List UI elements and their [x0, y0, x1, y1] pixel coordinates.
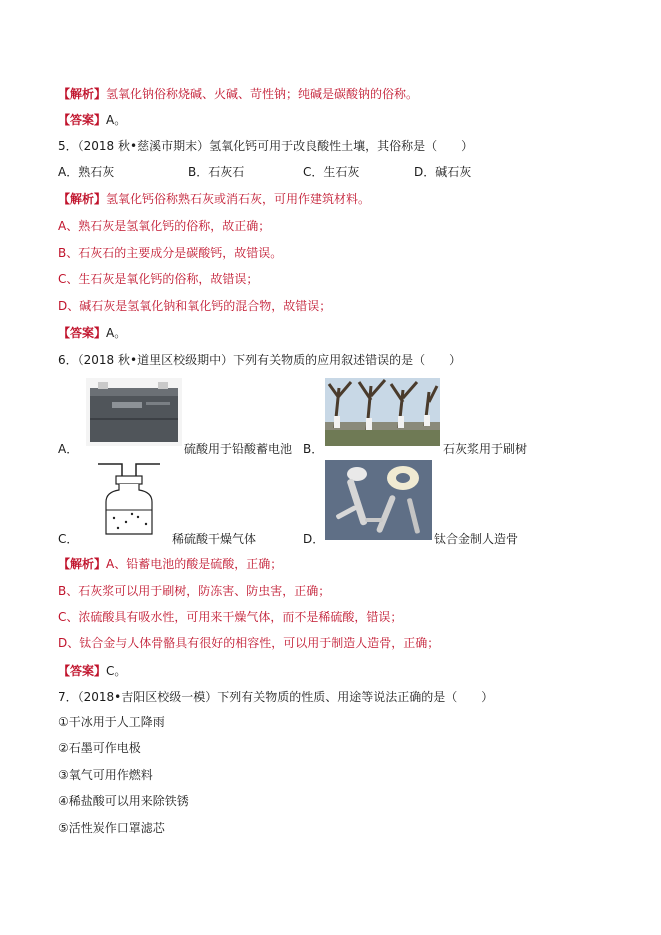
q6-option-c-letter: C．: [58, 532, 79, 546]
battery-image: [86, 378, 182, 446]
q6-option-d-letter: D．: [303, 532, 325, 546]
q4-answer: [58, 112, 126, 128]
q7-item-3: ③氧气可用作燃料: [58, 768, 153, 782]
gas-bottle-image: [86, 460, 172, 538]
q5-point-a: A、熟石灰是氢氧化钙的俗称，故正确；: [58, 219, 271, 233]
trees-image: [325, 378, 440, 446]
answer-text: A。: [106, 113, 127, 127]
answer-tag: 【答案】: [58, 113, 107, 127]
q5-point-d: D、碱石灰是氢氧化钠和氧化钙的混合物，故错误；: [58, 299, 332, 313]
analysis-tag: 【解析】: [58, 557, 107, 571]
q7-item-2: ②石墨可作电极: [58, 741, 141, 755]
q6-option-b-letter: B．: [303, 442, 324, 456]
analysis-tag: 【解析】: [58, 192, 107, 206]
q5-question: 5．（2018 秋•慈溪市期末）氢氧化钙可用于改良酸性土壤，其俗称是（ ）: [58, 139, 474, 153]
analysis-tag: 【解析】: [58, 87, 107, 101]
q7-item-4: ④稀盐酸可以用来除铁锈: [58, 794, 189, 808]
q6-option-b-caption: 石灰浆用于刷树: [443, 442, 528, 456]
answer-tag: 【答案】: [58, 326, 107, 340]
q5-option-b: B．石灰石: [188, 165, 245, 179]
q5-option-c: C．生石灰: [303, 165, 360, 179]
q4-analysis: [58, 86, 418, 102]
q6-point-b: B、石灰浆可以用于刷树，防冻害、防虫害，正确；: [58, 584, 331, 598]
q5-point-c: C、生石灰是氧化钙的俗称，故错误；: [58, 272, 259, 286]
q6-option-a-caption: 硫酸用于铅酸蓄电池: [184, 442, 293, 456]
analysis-text: 氢氧化钙俗称熟石灰或消石灰，可用作建筑材料。: [106, 192, 371, 206]
q6-point-c: C、浓硫酸具有吸水性，可用来干燥气体，而不是稀硫酸，错误；: [58, 610, 403, 624]
q5-option-a: A．熟石灰: [58, 165, 115, 179]
q6-question: 6．（2018 秋•道里区校级期中）下列有关物质的应用叙述错误的是（ ）: [58, 353, 462, 367]
q5-answer: [58, 325, 126, 341]
q7-item-1: ①干冰用于人工降雨: [58, 715, 165, 729]
answer-text: C。: [106, 664, 127, 678]
q6-answer: [58, 663, 126, 679]
analysis-text: A、铅蓄电池的酸是硫酸，正确；: [106, 557, 283, 571]
q6-option-a-letter: A．: [58, 442, 79, 456]
q5-point-b: B、石灰石的主要成分是碳酸钙，故错误。: [58, 246, 283, 260]
q6-point-d: D、钛合金与人体骨骼具有很好的相容性，可以用于制造人造骨，正确；: [58, 636, 440, 650]
answer-tag: 【答案】: [58, 664, 107, 678]
q5-analysis: [58, 191, 370, 207]
q7-question: 7．（2018•吉阳区校级一模）下列有关物质的性质、用途等说法正确的是（ ）: [58, 690, 494, 704]
answer-text: A。: [106, 326, 127, 340]
q6-option-d-caption: 钛合金制人造骨: [434, 532, 519, 546]
q6-option-c-caption: 稀硫酸干燥气体: [172, 532, 257, 546]
analysis-text: 氢氧化钠俗称烧碱、火碱、苛性钠；纯碱是碳酸钠的俗称。: [106, 87, 419, 101]
q5-option-d: D．碱石灰: [414, 165, 472, 179]
q7-item-5: ⑤活性炭作口罩滤芯: [58, 821, 165, 835]
q6-analysis: [58, 556, 282, 572]
artificial-bones-image: [325, 460, 432, 540]
